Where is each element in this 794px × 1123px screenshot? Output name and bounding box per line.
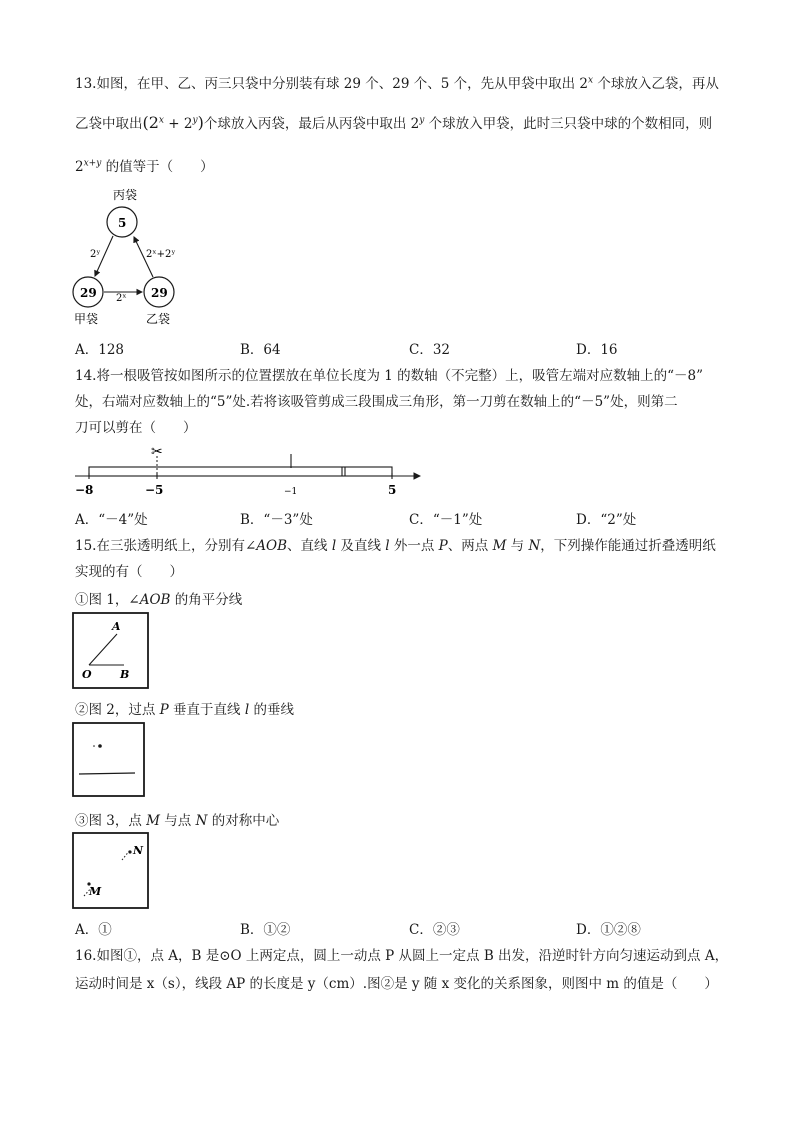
label-m5: −5 (145, 483, 164, 497)
line-l (79, 773, 135, 774)
q13-line3: $2^{x+y}$ 的值等于（ ） (75, 158, 214, 175)
q16-line1: 16.如图①，点 A，B 是⊙O 上两定点，圆上一动点 P 从圆上一定点 B 出发，沿逆时针方向匀速运动到点 A， (75, 948, 729, 964)
bag-c-label: 丙袋 (113, 188, 138, 202)
point-p (98, 744, 102, 748)
q13-option-a[interactable]: A．128 (75, 342, 125, 358)
q14-option-d[interactable]: D．“2”处 (576, 512, 637, 528)
q13-line2: 乙袋中取出$(2^x + 2^y)$个球放入丙袋，最后从丙袋中取出 2$^y$ 个球放入甲袋，此时三只袋中球的个数相同，则 (75, 113, 713, 132)
label-b: B (120, 668, 130, 681)
q13-bags-diagram (70, 185, 200, 330)
bag-c-value: 5 (118, 216, 127, 230)
q15-option-d[interactable]: D．①②⑧ (576, 922, 641, 938)
q15-figure-1 (72, 612, 150, 690)
bag-b-label: 乙袋 (146, 312, 171, 326)
q15-figure-3 (72, 832, 150, 910)
q13-option-b[interactable]: B．64 (240, 342, 281, 358)
q15-option-b[interactable]: B．①② (240, 922, 291, 938)
ray-oa (89, 634, 117, 665)
straw (89, 467, 392, 476)
bag-b-value: 29 (151, 286, 168, 300)
label-m8: −8 (75, 483, 94, 497)
q15-figure-2 (72, 722, 146, 798)
q13-line1: 13.如图，在甲、乙、丙三只袋中分别装有球 29 个、29 个、5 个，先从甲袋中取出 2$^x$ 个球放入乙袋，再从 (75, 75, 719, 92)
label-m: M (89, 885, 102, 898)
point-n (128, 850, 131, 853)
label-n: N (133, 844, 144, 857)
arrow-a-to-b-label: 2ˣ (116, 293, 127, 304)
q14-option-a[interactable]: A．“－4”处 (75, 512, 148, 528)
label-o: O (82, 668, 92, 681)
q15-option-a[interactable]: A．① (75, 922, 112, 938)
q14-option-b[interactable]: B．“－3”处 (240, 512, 313, 528)
q15-line1: 15.在三张透明纸上，分别有∠AOB、直线 l 及直线 l 外一点 P、两点 M 与 N，下列操作能通过折叠透明纸 (75, 538, 716, 554)
q15-item1: ①图 1，∠AOB 的角平分线 (75, 592, 243, 608)
q14-line2: 处，右端对应数轴上的“5”处.若将该吸管剪成三段围成三角形，第一刀剪在数轴上的“－5”处，则第二 (75, 394, 678, 410)
q13-option-c[interactable]: C．32 (409, 342, 451, 358)
scissors-icon: ✂ (151, 444, 163, 460)
bag-a-value: 29 (80, 286, 97, 300)
arrow-b-to-c-label: 2ˣ+2ʸ (146, 249, 176, 260)
label-m1: −1 (284, 487, 298, 497)
q15-item3: ③图 3，点 M 与点 N 的对称中心 (75, 813, 280, 829)
q15-line2: 实现的有（ ） (75, 564, 183, 580)
bag-a-label: 甲袋 (74, 312, 99, 326)
q15-option-c[interactable]: C．②③ (409, 922, 460, 938)
q14-numberline-figure (70, 440, 430, 502)
q13-option-d[interactable]: D．16 (576, 342, 618, 358)
arrow-c-to-a-label: 2ʸ (90, 249, 101, 260)
label-5: 5 (388, 483, 397, 497)
q15-item2: ②图 2，过点 P 垂直于直线 l 的垂线 (75, 702, 294, 718)
q14-option-c[interactable]: C．“－1”处 (409, 512, 483, 528)
label-a: A (112, 620, 121, 633)
q14-line3: 刀可以剪在（ ） (75, 420, 197, 436)
q16-line2: 运动时间是 x（s），线段 AP 的长度是 y（cm）.图②是 y 随 x 变化的关系图象，则图中 m 的值是（ ） (75, 976, 718, 992)
q14-line1: 14.将一根吸管按如图所示的位置摆放在单位长度为 1 的数轴（不完整）上，吸管左端对应数轴上的“－8” (75, 368, 704, 384)
